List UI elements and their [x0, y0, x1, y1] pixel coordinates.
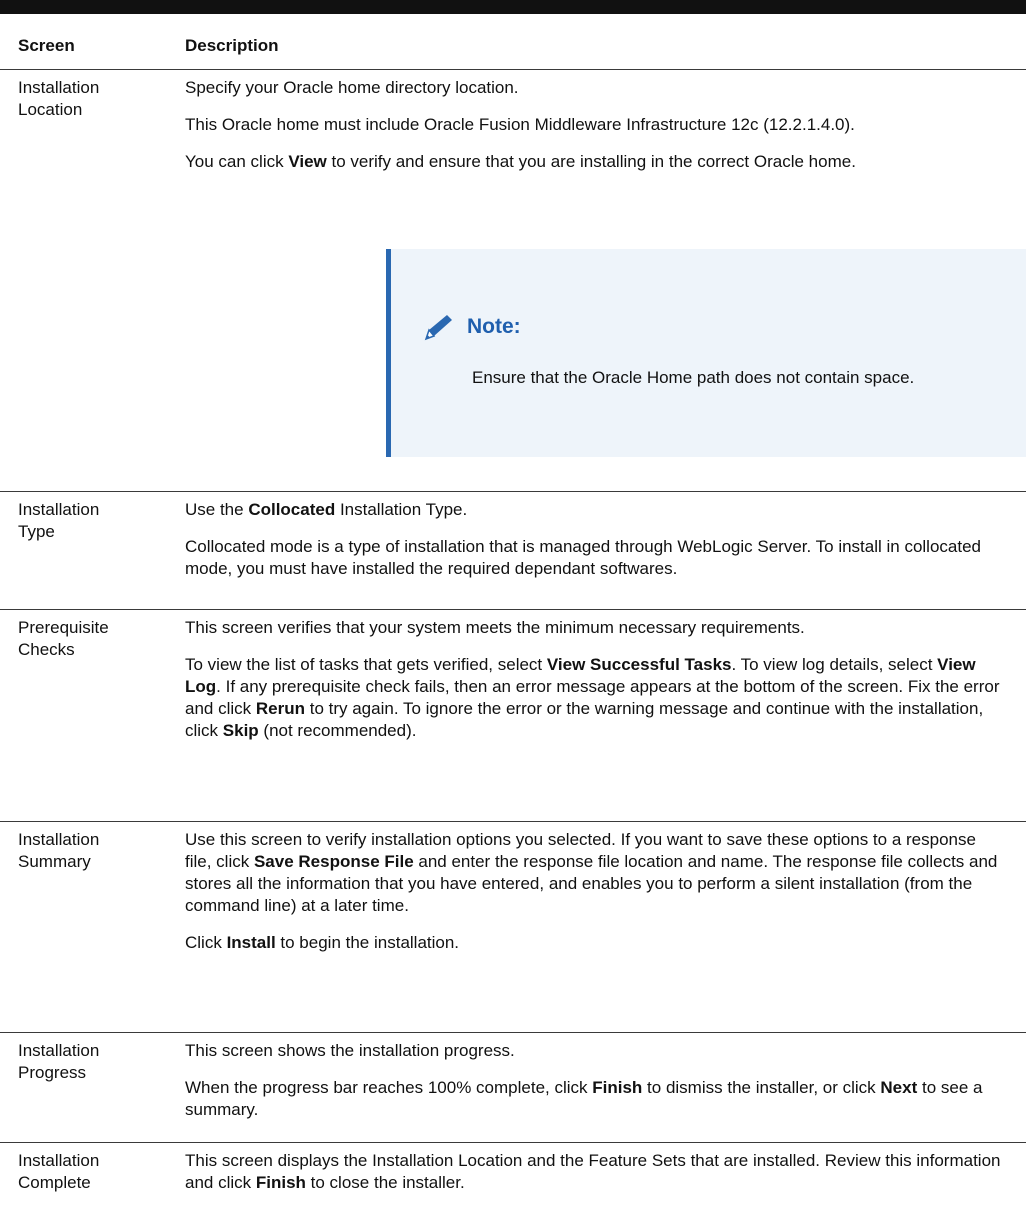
row-screen-name: Installation Summary — [18, 830, 100, 871]
row-description — [185, 617, 1005, 742]
description-paragraph: Collocated mode is a type of installation that is managed through WebLogic Server. To install in collocated mode, you must have installed the required dependant softwares. — [185, 537, 982, 578]
note-heading — [421, 311, 521, 343]
table-top-rule — [0, 0, 1026, 14]
column-header-screen: Screen — [18, 36, 75, 55]
description-paragraph: You can click View to verify and ensure that you are installing in the correct Oracle home. — [185, 152, 856, 171]
row-description — [185, 1040, 1005, 1121]
description-paragraph: Click Install to begin the installation. — [185, 933, 460, 952]
description-paragraph: To view the list of tasks that gets verified, select View Successful Tasks. To view log details, select View Log. If any prerequisite check fails, then an error message appears at the bottom of the screen. Fix the error and click Rerun to try again. To ignore the error or the warning message and continue with the installation, click Skip (not recommended). — [185, 655, 1000, 740]
description-paragraph: Use this screen to verify installation options you selected. If you want to save these options to a response file, click Save Response File and enter the response file location and name. The response file collects and stores all the information that you have entered, and enables you to perform a silent installation (from the command line) at a later time. — [185, 830, 998, 915]
description-paragraph: This screen shows the installation progress. — [185, 1041, 515, 1060]
row-divider — [0, 821, 1026, 822]
row-screen-name: Installation Location — [18, 78, 100, 119]
description-paragraph: Specify your Oracle home directory location. — [185, 78, 519, 97]
description-paragraph: Use the Collocated Installation Type. — [185, 500, 468, 519]
row-description — [185, 499, 1005, 580]
description-paragraph: This Oracle home must include Oracle Fusion Middleware Infrastructure 12c (12.2.1.4.0). — [185, 115, 855, 134]
row-divider — [0, 491, 1026, 492]
row-description — [185, 77, 1005, 173]
note-title: Note: — [467, 315, 521, 338]
description-paragraph: This screen displays the Installation Location and the Feature Sets that are installed. Review this information and click Finish to close the installer. — [185, 1151, 1001, 1192]
description-paragraph: When the progress bar reaches 100% complete, click Finish to dismiss the installer, or click Next to see a summary. — [185, 1078, 983, 1119]
row-divider — [0, 1032, 1026, 1033]
description-paragraph: This screen verifies that your system meets the minimum necessary requirements. — [185, 618, 805, 637]
column-header-description: Description — [185, 36, 279, 55]
row-description — [185, 829, 1005, 954]
row-description — [185, 1150, 1005, 1194]
row-screen-name: Installation Type — [18, 500, 100, 541]
header-rule — [0, 69, 1026, 70]
row-divider — [0, 1142, 1026, 1143]
note-text: Ensure that the Oracle Home path does not contain space. — [472, 368, 915, 387]
pencil-icon — [421, 311, 457, 343]
row-screen-name: Installation Progress — [18, 1041, 100, 1082]
row-screen-name: Installation Complete — [18, 1151, 100, 1192]
row-divider — [0, 609, 1026, 610]
row-screen-name: Prerequisite Checks — [18, 618, 109, 659]
note-callout — [386, 249, 1026, 457]
